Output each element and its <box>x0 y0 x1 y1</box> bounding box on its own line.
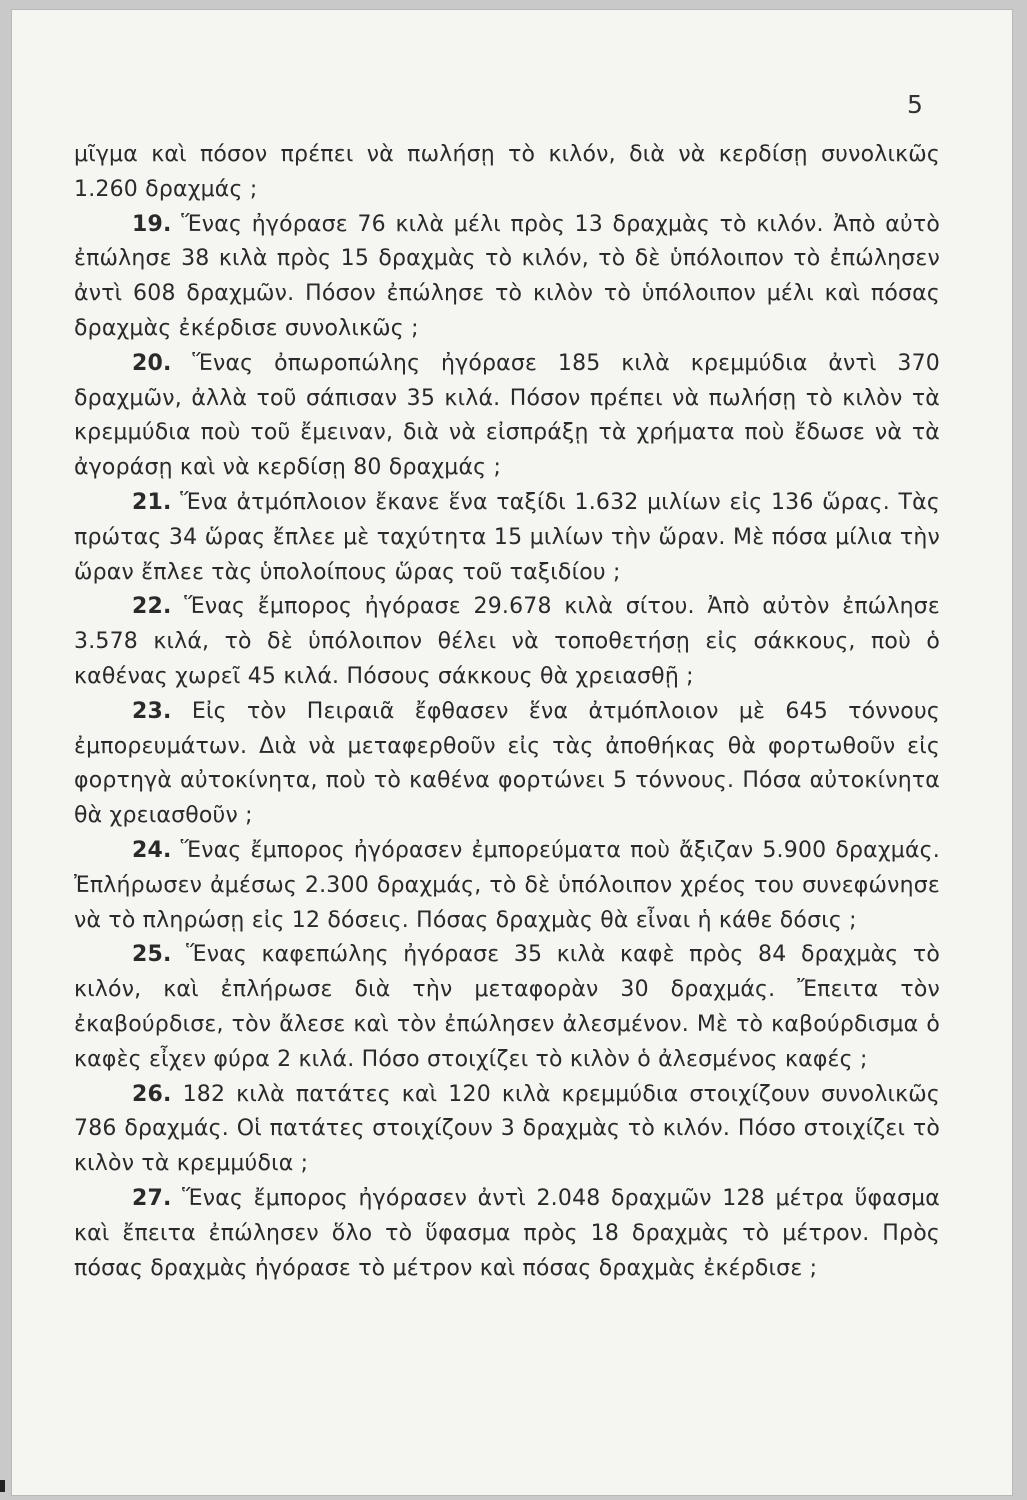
problem-19 <box>74 208 940 347</box>
page-body <box>74 138 940 1286</box>
problem-text: Ἕνας ἠγόρασε 76 κιλὰ μέλι πρὸς 13 δραχμὰς τὸ κιλόν. Ἀπὸ αὐτὸ ἐπώλησε 38 κιλὰ πρὸς 15 δραχμὰς τὸ κιλόν, τὸ δὲ ὑπόλοιπον τὸ ἐπώλησεν ἀντὶ 608 δραχμῶν. Πόσον ἐπώλησε τὸ κιλὸν τὸ ὑπόλοιπον μέλι καὶ πόσας δραχμὰς ἐκέρδισε συνολικῶς ; <box>74 211 940 341</box>
problem-text: Εἰς τὸν Πειραιᾶ ἔφθασεν ἕνα ἀτμόπλοιον μὲ 645 τόννους ἐμπορευμάτων. Διὰ νὰ μεταφερθοῦν εἰς τὰς ἀποθήκας θὰ φορτωθοῦν εἰς φορτηγὰ αὐτοκίνητα, ποὺ τὸ καθένα φορτώνει 5 τόννους. Πόσα αὐτοκίνητα θὰ χρειασθοῦν ; <box>74 698 940 829</box>
problem-number: 23. <box>132 698 172 724</box>
continuation-paragraph: μῖγμα καὶ πόσον πρέπει νὰ πωλήσῃ τὸ κιλόν, διὰ νὰ κερδίσῃ συνολικῶς 1.260 δραχμάς ; <box>74 142 940 202</box>
problem-text: Ἕνας ὀπωροπώλης ἠγόρασε 185 κιλὰ κρεμμύδια ἀντὶ 370 δραχμῶν, ἀλλὰ τοῦ σάπισαν 35 κιλά. Πόσον πρέπει νὰ πωλήσῃ τὸ κιλὸν τὰ κρεμμύδια ποὺ τοῦ ἔμειναν, διὰ νὰ εἰσπράξῃ τὰ χρήματα ποὺ ἔδωσε νὰ τὰ ἀγοράσῃ καὶ νὰ κερδίσῃ 80 δραχμάς ; <box>74 350 940 481</box>
problem-21 <box>74 486 940 590</box>
problem-20 <box>74 347 940 486</box>
problem-23 <box>74 695 940 834</box>
problem-number: 22. <box>132 594 172 620</box>
problem-number: 20. <box>132 350 172 376</box>
problem-26 <box>74 1078 940 1182</box>
problem-number: 24. <box>132 837 172 863</box>
problem-number: 25. <box>132 942 172 968</box>
problem-27 <box>74 1182 940 1286</box>
problem-text: Ἕνας ἔμπορος ἠγόρασε 29.678 κιλὰ σίτου. Ἀπὸ αὐτὸν ἐπώλησε 3.578 κιλά, τὸ δὲ ὑπόλοιπον θέλει νὰ τοποθετήσῃ εἰς σάκκους, ποὺ ὁ καθένας χωρεῖ 45 κιλά. Πόσους σάκκους θὰ χρειασθῇ ; <box>74 594 940 689</box>
problem-text: Ἕνας ἔμπορος ἠγόρασεν ἐμπορεύματα ποὺ ἄξιζαν 5.900 δραχμάς. Ἐπλήρωσεν ἀμέσως 2.300 δραχμάς, τὸ δὲ ὑπόλοιπον χρέος του συνεφώνησε νὰ τὸ πληρώσῃ εἰς 12 δόσεις. Πόσας δραχμὰς θὰ εἶναι ἡ κάθε δόσις ; <box>74 837 940 933</box>
problem-24 <box>74 834 940 938</box>
problem-number: 19. <box>132 211 172 237</box>
problem-text: Ἕνας ἔμπορος ἠγόρασεν ἀντὶ 2.048 δραχμῶν 128 μέτρα ὕφασμα καὶ ἔπειτα ἐπώλησεν ὅλο τὸ ὕφασμα πρὸς 18 δραχμὰς τὸ μέτρον. Πρὸς πόσας δραχμὰς ἠγόρασε τὸ μέτρον καὶ πόσας δραχμὰς ἐκέρδισε ; <box>74 1185 940 1281</box>
problem-text: Ἕνα ἀτμόπλοιον ἔκανε ἕνα ταξίδι 1.632 μιλίων εἰς 136 ὥρας. Τὰς πρώτας 34 ὥρας ἔπλεε μὲ ταχύτητα 15 μιλίων τὴν ὥραν. Μὲ πόσα μίλια τὴν ὥραν ἔπλεε τὰς ὑπολοίπους ὥρας τοῦ ταξιδίου ; <box>74 489 940 585</box>
problem-25 <box>74 938 940 1077</box>
book-page <box>12 10 1012 1495</box>
problem-number: 26. <box>132 1081 172 1107</box>
page-number: 5 <box>907 90 923 119</box>
scan-edge-mark <box>0 1480 5 1492</box>
problem-text: 182 κιλὰ πατάτες καὶ 120 κιλὰ κρεμμύδια στοιχίζουν συνολικῶς 786 δραχμάς. Οἱ πατάτες στοιχίζουν 3 δραχμὰς τὸ κιλόν. Πόσο στοιχίζει τὸ κιλὸν τὰ κρεμμύδια ; <box>74 1081 941 1177</box>
problem-text: Ἕνας καφεπώλης ἠγόρασε 35 κιλὰ καφὲ πρὸς 84 δραχμὰς τὸ κιλόν, καὶ ἐπλήρωσε διὰ τὴν μεταφορὰν 30 δραχμάς. Ἔπειτα τὸν ἐκαβούρδισε, τὸν ἄλεσε καὶ τὸν ἐπώλησεν ἀλεσμένον. Μὲ τὸ καβούρδισμα ὁ καφὲς εἶχεν φύρα 2 κιλά. Πόσο στοιχίζει τὸ κιλὸν ὁ ἀλεσμένος καφές ; <box>74 942 940 1072</box>
problem-number: 21. <box>132 489 172 515</box>
problem-number: 27. <box>132 1185 172 1211</box>
problem-22 <box>74 590 940 694</box>
